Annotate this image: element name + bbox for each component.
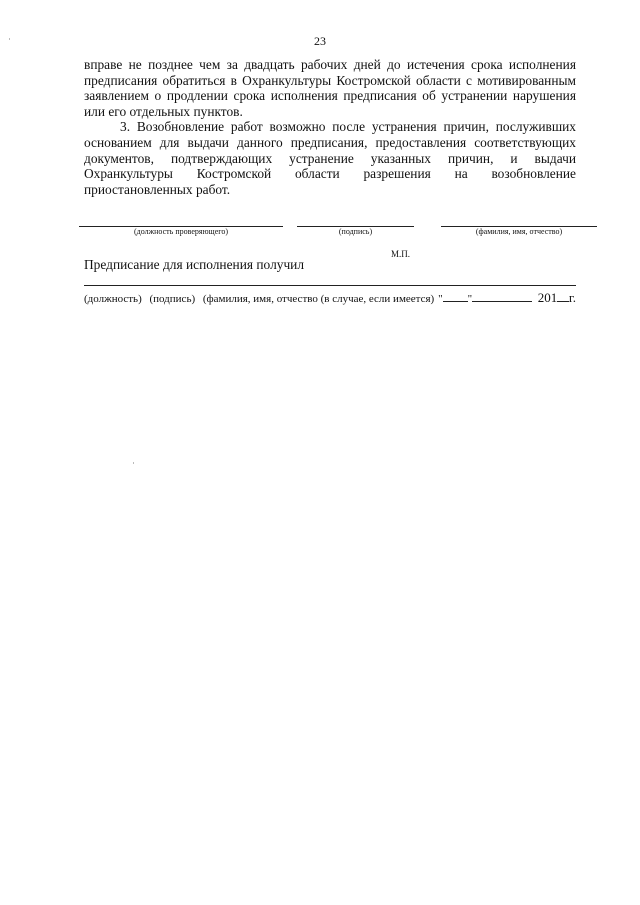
paragraph-item-3: 3. Возобновление работ возможно после устранения причин, послуживших основанием для выдачи данного предписания, предоставления соответствующих документов, подтверждающих устранение указанных причин, и выдачи Охранкультуры Костромской области разрешения на возобновление приостановленных работ. [84, 119, 576, 197]
position-caption: (должность проверяющего) [134, 227, 228, 236]
name-caption: (фамилия, имя, отчество) [475, 227, 563, 236]
month-blank [472, 291, 532, 302]
year-blank [557, 291, 569, 302]
receipt-row [84, 290, 576, 306]
day-blank [443, 291, 468, 302]
receipt-line [84, 285, 576, 286]
receipt-position: (должность) [84, 293, 142, 305]
page-number: 23 [314, 34, 326, 48]
paragraph-continuation: вправе не позднее чем за двадцать рабочих дней до истечения срока исполнения предписания обратиться в Охранкультуры Костромской области с мотивированным заявлением о продлении срока исполнения предписания об устранении нарушения или его отдельных пунктов. [84, 57, 576, 119]
receipt-signature: (подпись) [149, 293, 196, 305]
quote-close: " [467, 293, 473, 305]
year-suffix: г. [568, 290, 576, 305]
scan-artifact [9, 38, 10, 40]
stamp-placeholder: М.П. [391, 249, 411, 259]
scan-artifact [133, 462, 134, 464]
quote-open: " [438, 293, 443, 305]
receipt-name: (фамилия, имя, отчество (в случае, если имеется) [202, 293, 435, 305]
year-prefix: 201 [537, 290, 558, 305]
signature-caption: (подпись) [338, 227, 373, 236]
receipt-heading: Предписание для исполнения получил [84, 257, 305, 272]
body-text [84, 57, 576, 197]
